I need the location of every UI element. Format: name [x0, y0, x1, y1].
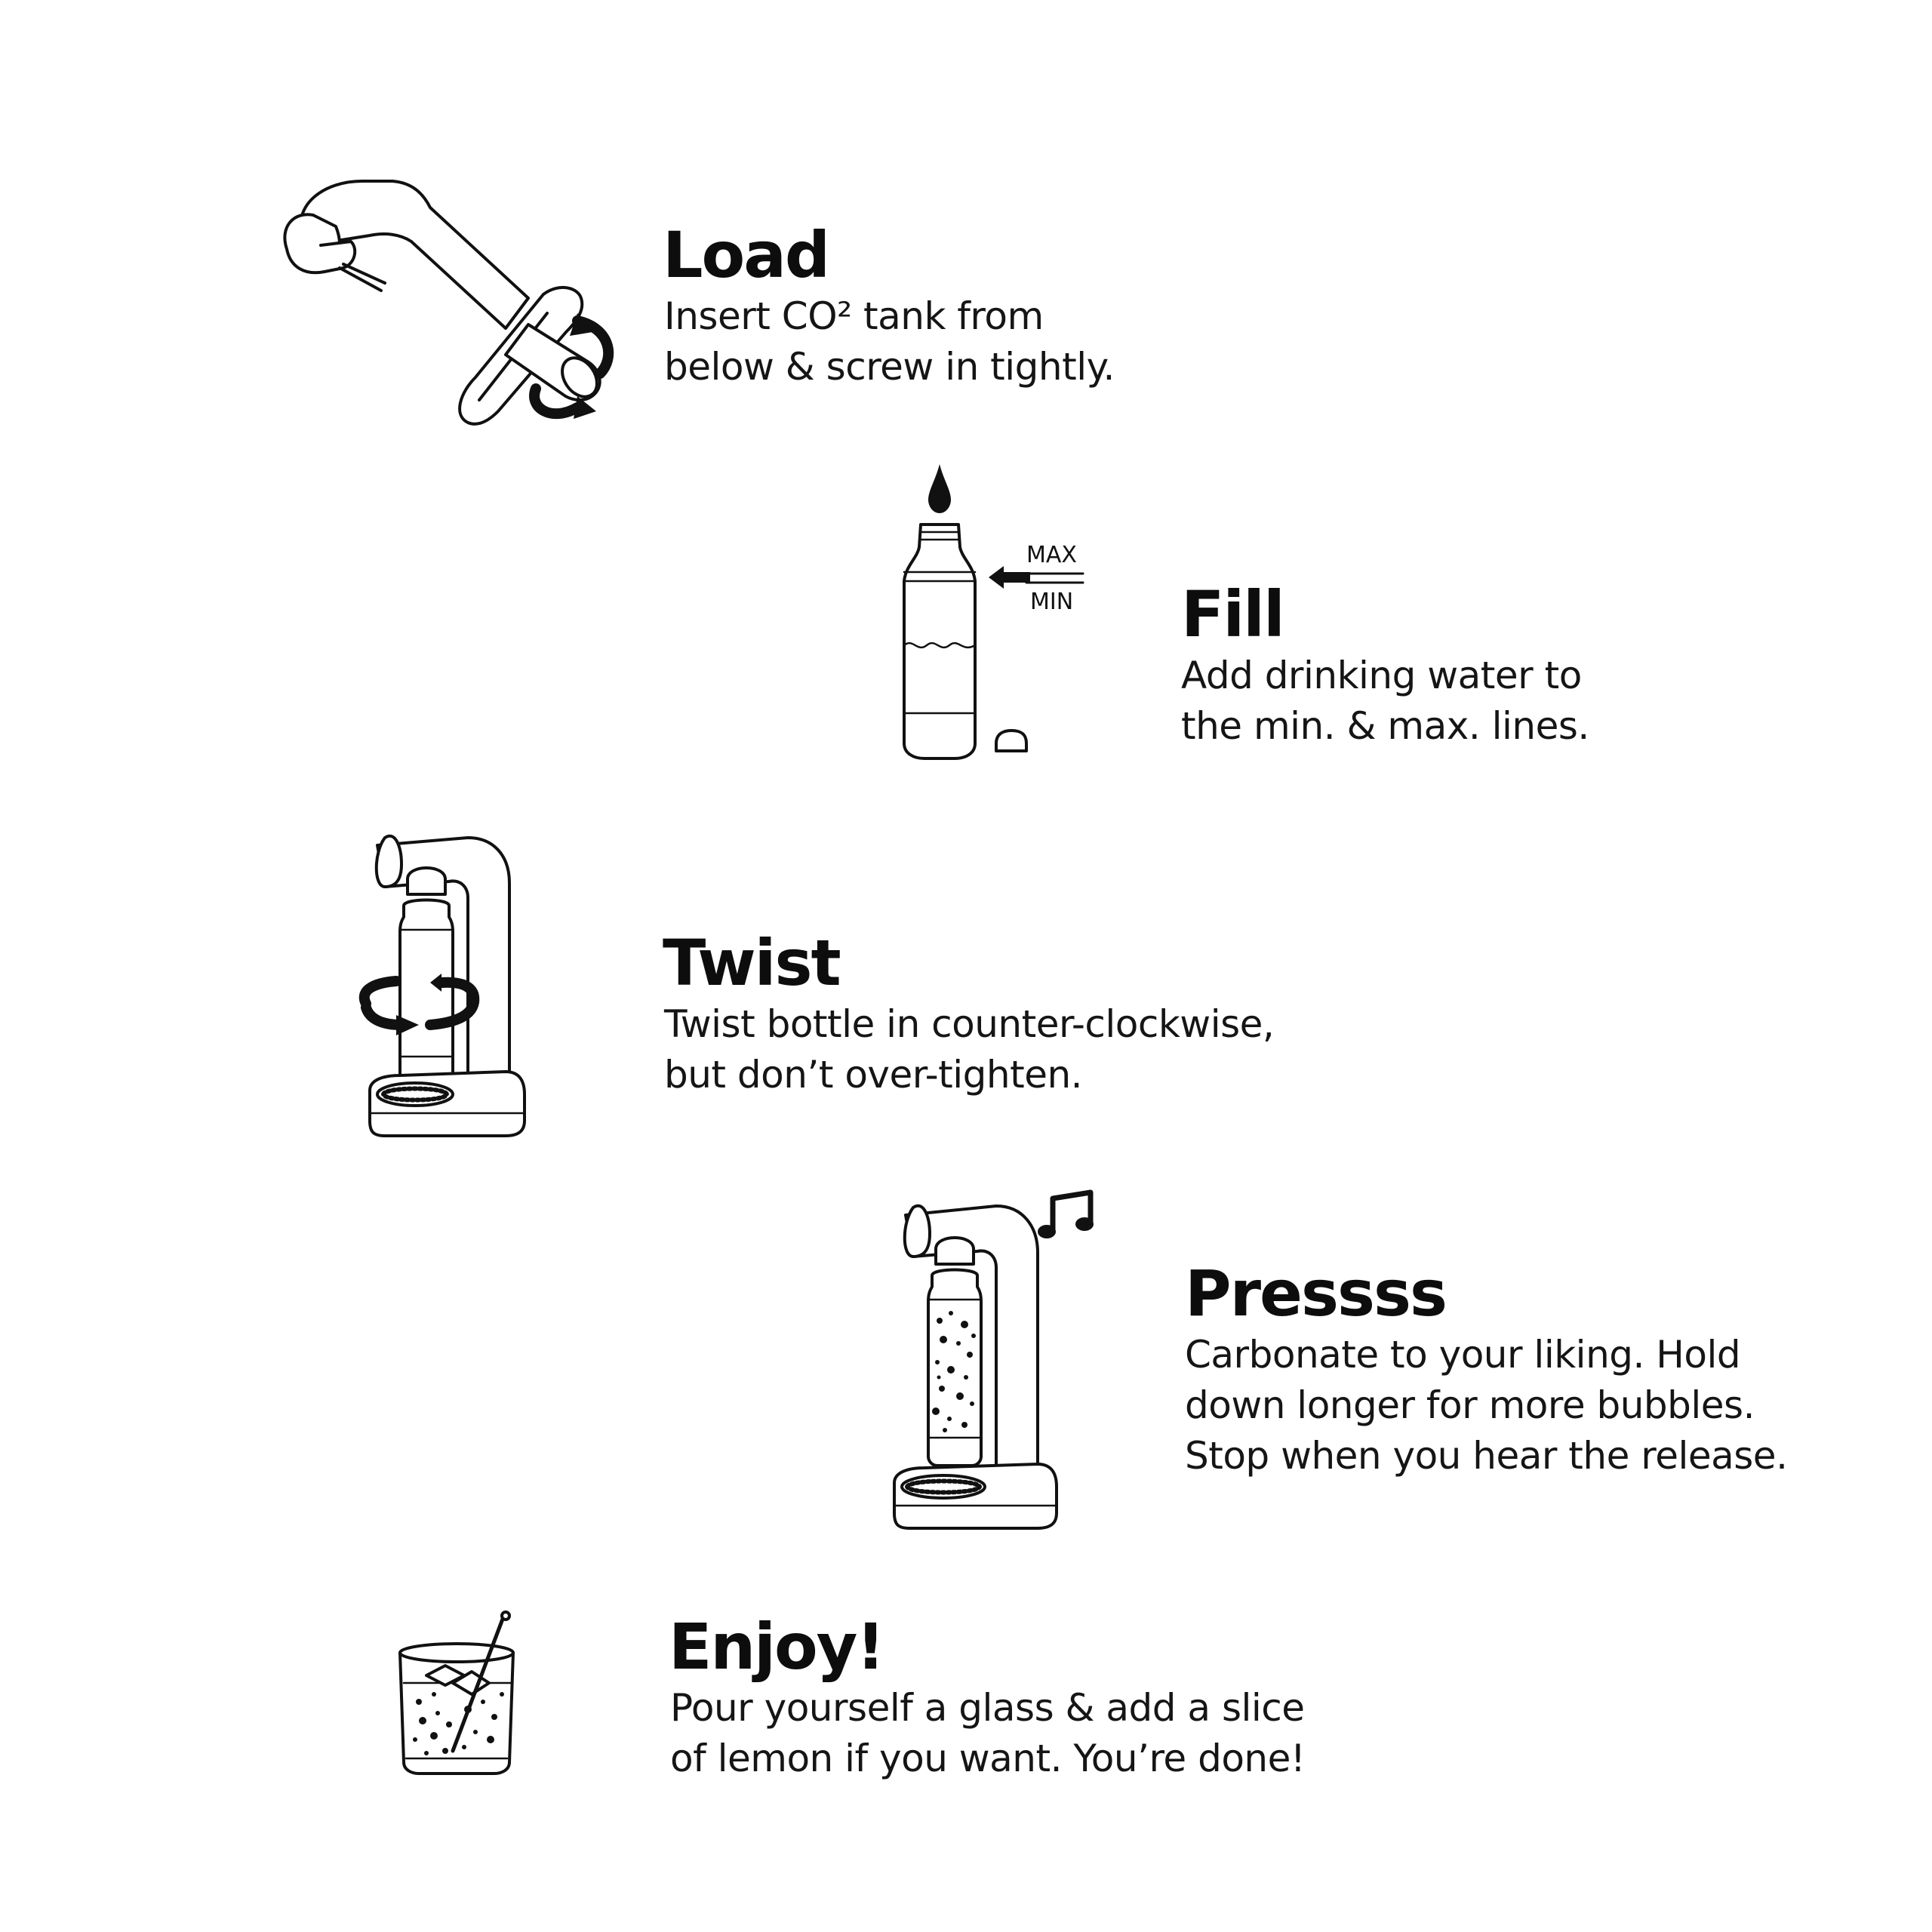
step-text-line: of lemon if you want. You’re done! [670, 1737, 1306, 1780]
min-label: MIN [1030, 589, 1074, 615]
music-note-icon [1038, 1192, 1094, 1238]
step-text-line: the min. & max. lines. [1181, 704, 1589, 748]
glass-icon [392, 1611, 521, 1777]
step-title-twist: Twist [663, 926, 840, 1000]
step-title-load: Load [663, 218, 829, 292]
step-text-line: Add drinking water to [1181, 654, 1582, 697]
step-text-line: Stop when you hear the release. [1185, 1434, 1788, 1478]
step-text-pressss [1185, 1330, 1787, 1481]
machine-twist-icon [355, 823, 528, 1140]
machine-tilted-icon [279, 174, 626, 423]
step-text-fill [1181, 651, 1589, 752]
step-text-line: Pour yourself a glass & add a slice [670, 1686, 1305, 1730]
step-text-line: Insert CO² tank from [664, 294, 1044, 338]
max-label: MAX [1026, 542, 1077, 568]
step-text-line: down longer for more bubbles. [1185, 1383, 1755, 1427]
step-text-line: below & screw in tightly. [664, 345, 1115, 389]
step-text-enjoy [670, 1683, 1305, 1784]
step-text-line: but don’t over-tighten. [664, 1053, 1083, 1097]
step-text-twist [664, 999, 1274, 1100]
machine-press-icon [875, 1185, 1102, 1532]
step-title-enjoy: Enjoy! [669, 1610, 884, 1684]
step-text-line: Twist bottle in counter-clockwise, [664, 1002, 1275, 1046]
step-text-load [664, 291, 1115, 392]
step-text-line: Carbonate to your liking. Hold [1185, 1333, 1741, 1377]
step-title-fill: Fill [1181, 577, 1284, 651]
step-title-pressss: Pressss [1185, 1257, 1446, 1331]
bottle-fill-icon [891, 460, 1102, 758]
